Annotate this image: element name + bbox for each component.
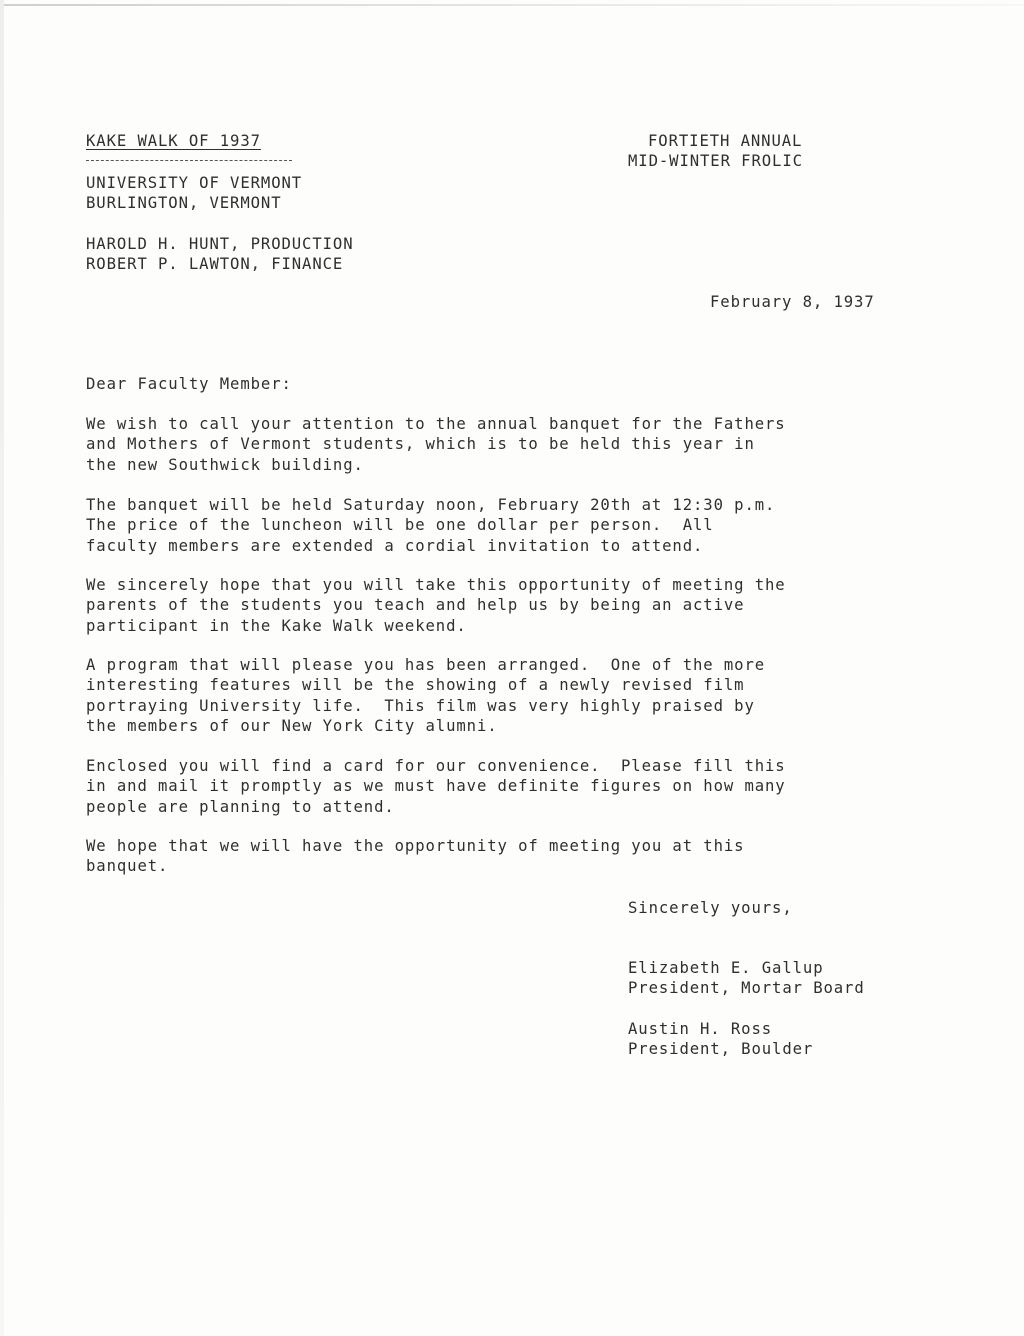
paragraph-line: and Mothers of Vermont students, which is to be held this year in bbox=[86, 435, 755, 454]
paragraph-line: portraying University life. This film was very highly praised by bbox=[86, 696, 755, 715]
header-right-line-2: MID-WINTER FROLIC bbox=[628, 152, 803, 170]
university-city: BURLINGTON, VERMONT bbox=[86, 194, 282, 212]
paragraph-line: The price of the luncheon will be one dollar per person. All bbox=[86, 516, 714, 535]
paragraph-line: in and mail it promptly as we must have definite figures on how many bbox=[86, 777, 786, 796]
paragraph-line: We hope that we will have the opportunity of meeting you at this bbox=[86, 837, 745, 855]
signatory-name-1: Elizabeth E. Gallup bbox=[628, 959, 824, 977]
paragraph-line: people are planning to attend. bbox=[86, 797, 395, 816]
scan-edge-top bbox=[0, 4, 1024, 6]
paragraph-line: interesting features will be the showing of a newly revised film bbox=[86, 676, 745, 695]
paragraph-4 bbox=[86, 655, 926, 736]
closing: Sincerely yours, bbox=[628, 899, 793, 917]
paragraph-1 bbox=[86, 414, 926, 475]
salutation: Dear Faculty Member: bbox=[86, 375, 292, 393]
paragraph-line: parents of the students you teach and help us by being an active bbox=[86, 596, 745, 615]
paragraph-line: the new Southwick building. bbox=[86, 455, 364, 474]
header-right-line-1: FORTIETH ANNUAL bbox=[648, 132, 803, 150]
paragraph-line: A program that will please you has been arranged. One of the more bbox=[86, 656, 766, 674]
paragraph-line: We sincerely hope that you will take this opportunity of meeting the bbox=[86, 576, 786, 594]
paragraph-5 bbox=[86, 756, 926, 817]
paragraph-2 bbox=[86, 495, 926, 556]
paragraph-line: The banquet will be held Saturday noon, February 20th at 12:30 p.m. bbox=[86, 496, 776, 514]
paragraph-line: We wish to call your attention to the annual banquet for the Fathers bbox=[86, 415, 786, 433]
signatory-title-2: President, Boulder bbox=[628, 1040, 814, 1058]
letter-date: February 8, 1937 bbox=[710, 293, 875, 311]
production-credit: HAROLD H. HUNT, PRODUCTION bbox=[86, 235, 354, 253]
signatory-title-1: President, Mortar Board bbox=[628, 979, 865, 997]
paragraph-line: participant in the Kake Walk weekend. bbox=[86, 616, 467, 635]
paragraph-6 bbox=[86, 836, 926, 877]
title-dashed-rule bbox=[86, 160, 292, 161]
university-name: UNIVERSITY OF VERMONT bbox=[86, 174, 303, 192]
paragraph-line: faculty members are extended a cordial invitation to attend. bbox=[86, 536, 704, 555]
finance-credit: ROBERT P. LAWTON, FINANCE bbox=[86, 255, 344, 273]
paragraph-line: banquet. bbox=[86, 857, 169, 876]
event-title: KAKE WALK OF 1937 bbox=[86, 132, 261, 150]
paragraph-line: the members of our New York City alumni. bbox=[86, 716, 498, 735]
paragraph-3 bbox=[86, 575, 926, 636]
scan-edge-left bbox=[0, 0, 4, 1336]
signatory-name-2: Austin H. Ross bbox=[628, 1020, 773, 1038]
paragraph-line: Enclosed you will find a card for our convenience. Please fill this bbox=[86, 757, 786, 775]
